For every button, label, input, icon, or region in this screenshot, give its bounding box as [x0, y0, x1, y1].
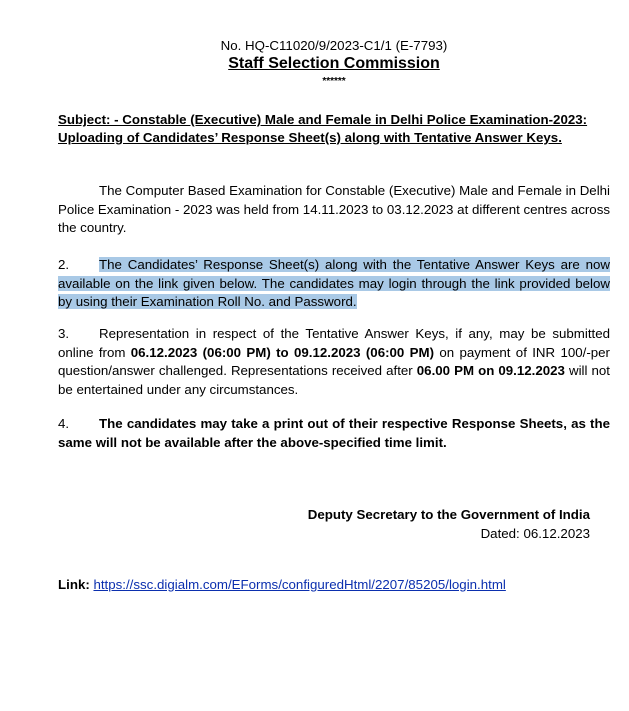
organization-name: Staff Selection Commission: [228, 55, 440, 72]
paragraph-4-text: The candidates may take a print out of their respective Response Sheets, as the same will not be available after the above-specified time limit.: [58, 416, 610, 450]
signature-block: [308, 505, 590, 543]
paragraph-2: [58, 256, 610, 312]
signatory-designation: Deputy Secretary to the Government of India: [307, 507, 590, 522]
paragraph-3-text-c: will not be entertained under any circumstances.: [58, 363, 610, 398]
link-label: Link:: [58, 577, 90, 592]
subject-heading: [58, 111, 610, 147]
paragraph-3-date-range: 06.12.2023 (06:00 PM) to 09.12.2023 (06:00 PM): [130, 344, 435, 360]
paragraph-1: [58, 182, 610, 238]
paragraph-3: [58, 325, 610, 400]
paragraph-3-number: 3.: [58, 326, 70, 341]
reference-number: No. HQ-C11020/9/2023-C1/1 (E-7793): [220, 38, 448, 53]
organization-title: [58, 55, 610, 73]
paragraph-3-deadline: 06.00 PM on 09.12.2023: [416, 363, 565, 379]
paragraph-3-text-a: Representation in respect of the Tentative Answer Keys, if any, may be submitted online from: [58, 326, 610, 360]
login-link[interactable]: https://ssc.digialm.com/EForms/configuredHtml/2207/85205/login.html: [93, 577, 506, 592]
separator-stars: ******: [322, 76, 346, 87]
paragraph-4-number: 4.: [58, 416, 70, 431]
paragraph-2-text-highlighted[interactable]: The Candidates’ Response Sheet(s) along with the Tentative Answer Keys are now available on the link given below. The candidates may login through the link provided below by using their Examination Roll No. and Password.: [58, 257, 610, 310]
subject-line-2: Uploading of Candidates’ Response Sheet(s) along with Tentative Answer Keys.: [58, 130, 562, 145]
paragraph-2-number: 2.: [58, 257, 70, 272]
subject-line-1: Subject: - Constable (Executive) Male and Female in Delhi Police Examination-2023:: [58, 112, 588, 127]
paragraph-1-text: The Computer Based Examination for Constable (Executive) Male and Female in Delhi Police Examination - 2023 was held from 14.11.2023 to 03.12.2023 at different centres across the country.: [58, 183, 610, 236]
paragraph-4: [58, 415, 610, 452]
paragraph-3-text-b: on payment of INR 100/-per question/answer challenged. Representations received after: [58, 344, 610, 379]
dated: Dated: 06.12.2023: [480, 526, 590, 541]
link-row: [58, 577, 506, 592]
